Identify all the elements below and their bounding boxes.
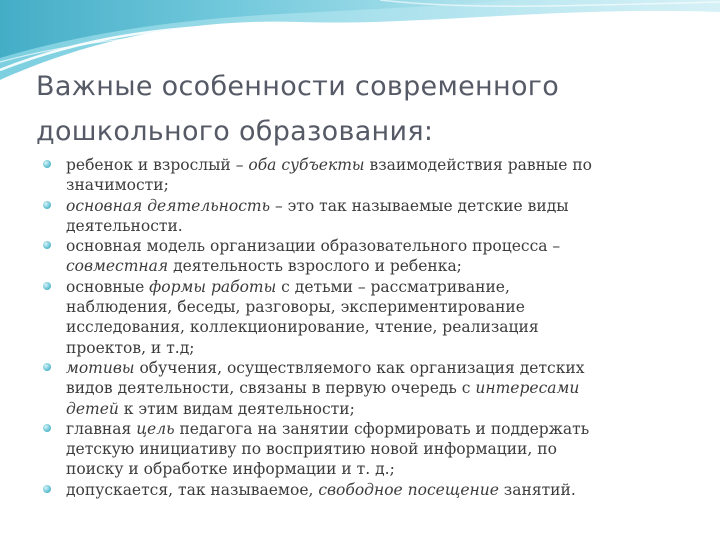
italic-text: оба субъекты (248, 156, 365, 174)
text-segment: наблюдения, беседы, разговоры, экспериментирование (66, 298, 525, 317)
bullet-line (66, 155, 678, 175)
text-segment: значимости; (66, 176, 169, 195)
text-segment: педагога на занятии сформировать и поддержать (174, 419, 590, 438)
bullet-item (42, 196, 678, 237)
text-segment: исследования, коллекционирование, чтение, реализация (66, 318, 539, 337)
text-segment: взаимодействия равные по (364, 156, 593, 174)
text-segment: – это так называемые детские виды (270, 196, 569, 215)
bullet-item (42, 155, 678, 196)
bullet-item (42, 236, 678, 277)
italic-text: детей (66, 399, 119, 418)
text-segment: ребенок и взрослый – (66, 156, 249, 174)
text-segment: основные (66, 277, 150, 296)
text-segment: видов деятельности, связаны в первую очередь с (66, 379, 476, 398)
text-segment: занятий. (498, 480, 576, 499)
bullet-line (66, 399, 678, 419)
text-segment: деятельности. (66, 216, 183, 235)
text-segment: главная (66, 419, 137, 438)
bullet-item (42, 480, 678, 500)
text-segment: основная модель организации образовательного процесса – (66, 237, 561, 256)
bullet-dot-icon (43, 424, 51, 432)
italic-text: формы работы (149, 277, 277, 296)
bullet-dot-icon (43, 201, 51, 209)
bullet-item (42, 419, 678, 480)
bullet-line (66, 216, 678, 236)
bullet-line (66, 317, 678, 337)
bullet-item (42, 358, 678, 419)
text-segment: к этим видам деятельности; (118, 399, 355, 418)
bullet-line (66, 196, 678, 216)
text-segment: поиску и обработке информации и т. д.; (66, 460, 395, 479)
bullet-line (66, 236, 678, 256)
bullet-line (66, 419, 678, 439)
bullet-dot-icon (43, 363, 51, 371)
bullet-line (66, 256, 678, 276)
slide-content (42, 155, 678, 500)
bullet-line (66, 297, 678, 317)
italic-text: интересами (475, 379, 580, 398)
slide-title (36, 64, 696, 154)
bullet-line (66, 338, 678, 358)
title-line-1: Важные особенности современного (36, 71, 560, 102)
text-segment: обучения, осуществляемого как организация детских (134, 358, 585, 377)
bullet-dot-icon (43, 241, 51, 249)
bullet-line (66, 439, 678, 459)
italic-text: свободное посещение (318, 480, 499, 499)
italic-text: мотивы (66, 358, 135, 377)
bullet-dot-icon (43, 282, 51, 290)
bullet-list (42, 155, 678, 500)
bullet-line (66, 459, 678, 479)
bullet-item (42, 277, 678, 358)
bullet-line (66, 175, 678, 195)
text-segment: деятельность взрослого и ребенка; (168, 257, 462, 276)
bullet-dot-icon (43, 485, 51, 493)
bullet-dot-icon (43, 160, 51, 168)
italic-text: совместная (66, 257, 169, 276)
bullet-line (66, 277, 678, 297)
text-segment: детскую инициативу по восприятию новой информации, по (66, 440, 557, 459)
bullet-line (66, 378, 678, 398)
italic-text: цель (136, 419, 175, 438)
text-segment: с детьми – рассматривание, (276, 277, 510, 296)
bullet-line (66, 358, 678, 378)
title-line-2: дошкольного образования: (36, 116, 434, 147)
italic-text: основная деятельность (66, 196, 271, 215)
text-segment: допускается, так называемое, (66, 480, 319, 499)
bullet-line (66, 480, 678, 500)
text-segment: проектов, и т.д; (66, 338, 195, 357)
